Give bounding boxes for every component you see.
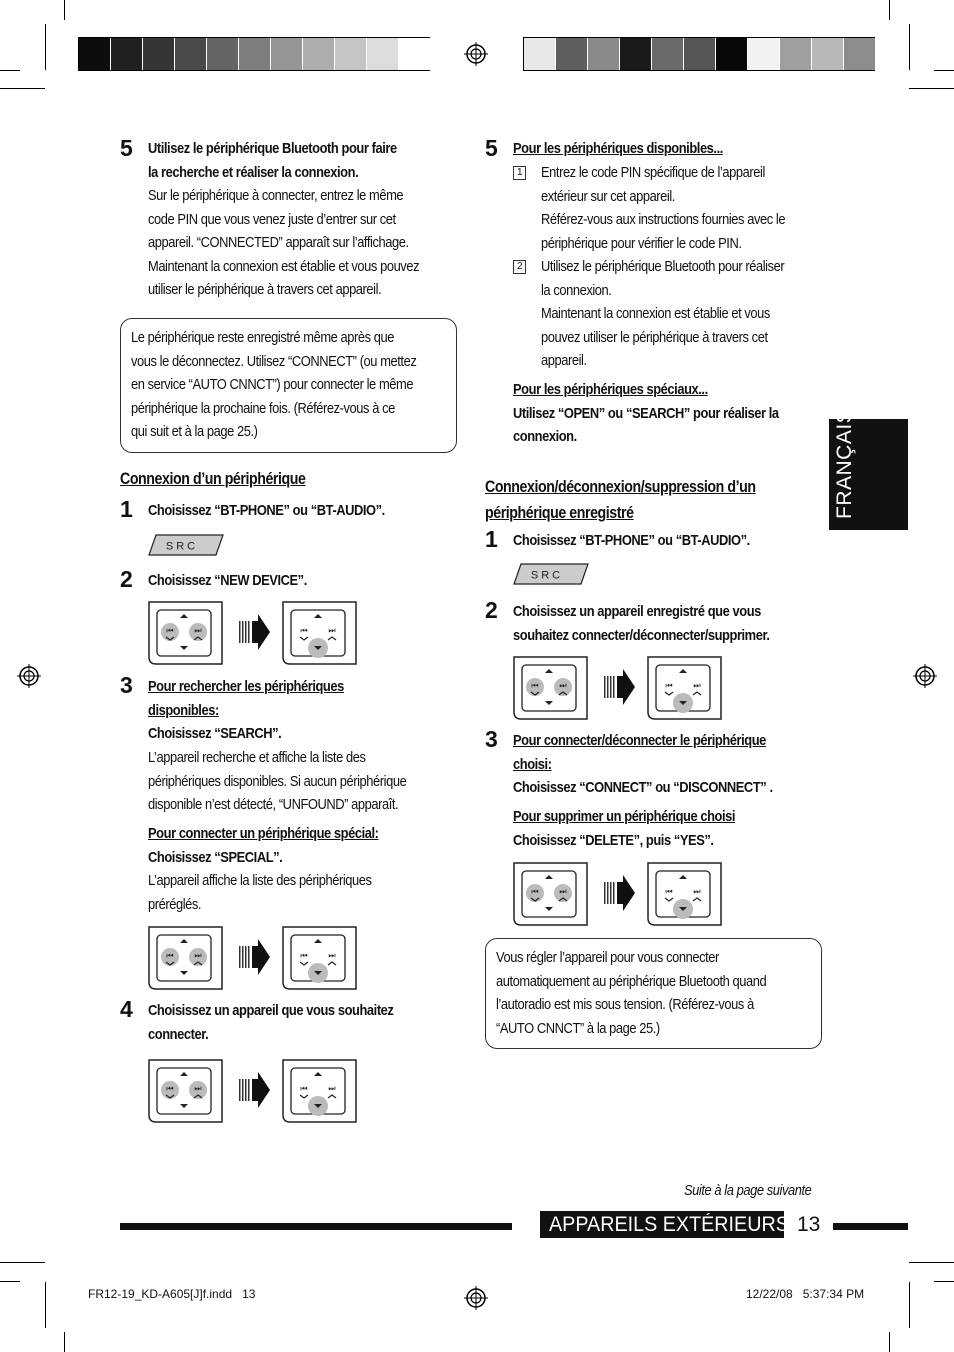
svg-text:⏮: ⏮ [166, 626, 174, 635]
step-3-heading2: Pour supprimer un périphérique choisi [513, 808, 736, 825]
step-3-action2: Choisissez “DELETE”, puis “YES”. [513, 831, 714, 849]
body-line: la connexion. [541, 281, 612, 299]
language-label: FRANÇAIS [833, 408, 856, 519]
step-1-label: Choisissez “BT-PHONE” ou “BT-AUDIO”. [513, 532, 750, 549]
step-3-heading: disponibles: [148, 701, 219, 719]
item-number-box: 2 [513, 260, 526, 274]
language-tab [829, 408, 908, 530]
svg-text:⏭: ⏭ [328, 626, 336, 635]
body-line: Utilisez “OPEN” ou “SEARCH” pour réaliser la [513, 404, 779, 422]
color-swatch [812, 38, 844, 70]
continued-note [684, 1179, 832, 1203]
step-title-line: Utilisez le périphérique Bluetooth pour faire [148, 140, 397, 157]
svg-text:⏮: ⏮ [665, 887, 673, 896]
svg-text:⏮: ⏮ [665, 681, 673, 690]
step-3-heading2: Pour connecter un périphérique spécial: [148, 825, 379, 842]
color-swatch [588, 38, 620, 70]
body-line: extérieur sur cet appareil. [541, 187, 675, 205]
control-illustration [148, 601, 360, 665]
step-4-text [148, 999, 433, 1046]
step-3-heading: choisi: [513, 755, 552, 773]
src-label: SRC [530, 569, 564, 582]
step-number: 3 [120, 672, 133, 698]
color-swatch [556, 38, 588, 70]
note-line: “AUTO CNNCT” à la page 25.) [496, 1019, 660, 1037]
color-swatch [748, 38, 780, 70]
svg-text:⏭: ⏭ [194, 1084, 202, 1093]
body-line: périphérique pour vérifier le code PIN. [541, 234, 742, 252]
page-number: 13 [797, 1213, 821, 1236]
device-control-icon [513, 656, 725, 720]
step-number: 3 [485, 726, 498, 752]
step-3-body [148, 746, 448, 817]
control-illustration [513, 656, 725, 720]
step-3-heading: Pour connecter/déconnecter le périphérique [513, 732, 766, 749]
step-5-heading [513, 137, 757, 161]
body-line: Maintenant la connexion est établie et vous pouvez [148, 257, 420, 275]
section-title [485, 474, 800, 526]
body-line: pouvez utiliser le périphérique à travers cet [541, 328, 768, 346]
note-line: l’autoradio est mis sous tension. (Référez-vous à [496, 996, 754, 1013]
device-control-icon [513, 862, 725, 926]
note-text [131, 326, 463, 444]
step-number: 2 [120, 566, 133, 592]
note-line: vous le déconnectez. Utilisez “CONNECT” (ou mettez [131, 352, 417, 370]
svg-text:⏭: ⏭ [328, 951, 336, 960]
print-date: 12/22/08 5:37:34 PM [746, 1287, 865, 1301]
step-3-special [148, 822, 416, 869]
registration-mark-icon [464, 1286, 488, 1310]
color-swatch [79, 38, 111, 70]
svg-text:⏭: ⏭ [559, 681, 567, 690]
step-5-special [513, 378, 822, 449]
color-swatch [367, 38, 399, 70]
svg-text:⏮: ⏮ [531, 887, 539, 896]
step-number: 1 [485, 526, 498, 552]
step-2-text [148, 569, 333, 593]
svg-text:⏭: ⏭ [559, 887, 567, 896]
svg-text:⏮: ⏮ [166, 1084, 174, 1093]
note-line: Le périphérique reste enregistré même après que [131, 329, 395, 346]
svg-text:⏮: ⏮ [300, 1084, 308, 1093]
step-2-line: Choisissez un appareil enregistré que vous [513, 603, 761, 620]
body-line: L’appareil recherche et affiche la liste des [148, 749, 366, 766]
section-title-line: périphérique enregistré [485, 504, 634, 522]
body-line: code PIN que vous venez juste d’entrer sur cet [148, 210, 396, 228]
src-label: SRC [165, 540, 199, 553]
registration-mark-icon [464, 42, 488, 66]
svg-text:⏭: ⏭ [328, 1084, 336, 1093]
step-number: 2 [485, 597, 498, 623]
src-button-icon [513, 563, 589, 585]
device-control-icon [148, 1059, 360, 1123]
step-number: 5 [485, 135, 498, 161]
svg-text:⏭: ⏭ [693, 681, 701, 690]
note-line: périphérique la prochaine fois. (Référez-vous à ce [131, 399, 395, 417]
step-3-action: Choisissez “CONNECT” ou “DISCONNECT” . [513, 779, 773, 796]
step-1-text [513, 529, 788, 553]
step-2-line: souhaitez connecter/déconnecter/supprimer. [513, 626, 770, 644]
item-number-box: 1 [513, 166, 526, 180]
svg-text:⏭: ⏭ [194, 626, 202, 635]
note-line: automatiquement au périphérique Bluetooth quand [496, 972, 767, 990]
svg-text:⏭: ⏭ [693, 887, 701, 896]
step-number: 4 [120, 996, 133, 1022]
body-line: Référez-vous aux instructions fournies avec le [541, 211, 786, 228]
step-3-body2 [148, 869, 408, 916]
note-line: Vous régler l’appareil pour vous connecter [496, 949, 719, 966]
color-swatch [207, 38, 239, 70]
step-1-label: Choisissez “BT-PHONE” ou “BT-AUDIO”. [148, 502, 385, 519]
body-line: appareil. [541, 352, 587, 369]
step-3-action2: Choisissez “SPECIAL”. [148, 848, 283, 866]
color-swatch [335, 38, 367, 70]
color-swatch [716, 38, 748, 70]
step-title-line: la recherche et réaliser la connexion. [148, 163, 359, 181]
note-text [496, 946, 810, 1040]
step-4-line: connecter. [148, 1025, 209, 1043]
color-swatch [111, 38, 143, 70]
color-swatch [239, 38, 271, 70]
step-3-delete [513, 805, 771, 852]
file-info: FR12-19_KD-A605[J]f.indd 13 [88, 1287, 256, 1301]
note-line: qui suit et à la page 25.) [131, 423, 258, 440]
body-line: utiliser le périphérique à travers cet appareil. [148, 281, 382, 298]
step-number: 1 [120, 496, 133, 522]
color-swatch [175, 38, 207, 70]
registration-mark-icon [17, 664, 41, 688]
numbered-item-1-text [541, 161, 825, 255]
footer-rule-right [833, 1223, 908, 1230]
src-button-icon [148, 534, 224, 556]
body-line: Entrez le code PIN spécifique de l’appareil [541, 164, 765, 181]
continued-text: Suite à la page suivante [684, 1182, 812, 1199]
body-line: Maintenant la connexion est établie et vous [541, 305, 770, 322]
step-2-label: Choisissez “NEW DEVICE”. [148, 572, 307, 589]
step-2-text [513, 600, 811, 647]
control-illustration [148, 926, 360, 990]
step-5-heading-text: Pour les périphériques disponibles... [513, 140, 723, 157]
step-3-text [513, 729, 815, 800]
color-swatch [399, 38, 431, 70]
body-line: périphériques disponibles. Si aucun périphérique [148, 772, 407, 790]
body-line: appareil. “CONNECTED” apparaît sur l’affichage. [148, 234, 409, 251]
footer-rule-left [120, 1223, 512, 1230]
numbered-item-1 [513, 161, 526, 185]
device-control-icon [148, 601, 360, 665]
color-swatch [844, 38, 876, 70]
step-number: 5 [120, 135, 133, 161]
control-illustration [513, 862, 725, 926]
color-swatch [271, 38, 303, 70]
step-3-heading: Pour rechercher les périphériques [148, 678, 344, 695]
svg-text:⏭: ⏭ [194, 951, 202, 960]
color-swatch [620, 38, 652, 70]
section-title-text: Connexion d’un périphérique [120, 470, 306, 488]
body-line: Sur le périphérique à connecter, entrez le même [148, 187, 404, 204]
svg-text:⏮: ⏮ [531, 681, 539, 690]
section-title-line: Connexion/déconnexion/suppression d’un [485, 478, 756, 496]
numbered-item-2-text [541, 255, 824, 373]
body-line: préréglés. [148, 895, 202, 913]
step-5-body [148, 184, 463, 302]
body-line: L’appareil affiche la liste des périphériques [148, 872, 372, 889]
body-line: connexion. [513, 428, 577, 445]
step-3-text [148, 675, 376, 746]
step-5-heading2: Pour les périphériques spéciaux... [513, 381, 708, 398]
body-line: disponible n’est détecté, “UNFOUND” apparaît. [148, 796, 399, 813]
color-swatch [143, 38, 175, 70]
section-label [549, 1211, 804, 1238]
step-1-text [148, 499, 423, 523]
step-4-line: Choisissez un appareil que vous souhaitez [148, 1002, 394, 1019]
body-line: Utilisez le périphérique Bluetooth pour réaliser [541, 258, 785, 275]
registration-mark-icon [913, 664, 937, 688]
color-swatch [303, 38, 335, 70]
section-title [120, 468, 336, 492]
device-control-icon [148, 926, 360, 990]
svg-text:⏮: ⏮ [300, 626, 308, 635]
svg-text:⏮: ⏮ [300, 951, 308, 960]
svg-text:⏮: ⏮ [166, 951, 174, 960]
color-swatch [780, 38, 812, 70]
color-swatch [684, 38, 716, 70]
section-label-text: APPAREILS EXTÉRIEURS [549, 1213, 789, 1236]
color-swatch [524, 38, 556, 70]
control-illustration [148, 1059, 360, 1123]
color-swatch [652, 38, 684, 70]
numbered-item-2 [513, 255, 526, 279]
note-line: en service “AUTO CNNCT”) pour connecter le même [131, 376, 414, 393]
step-3-action: Choisissez “SEARCH”. [148, 725, 282, 742]
